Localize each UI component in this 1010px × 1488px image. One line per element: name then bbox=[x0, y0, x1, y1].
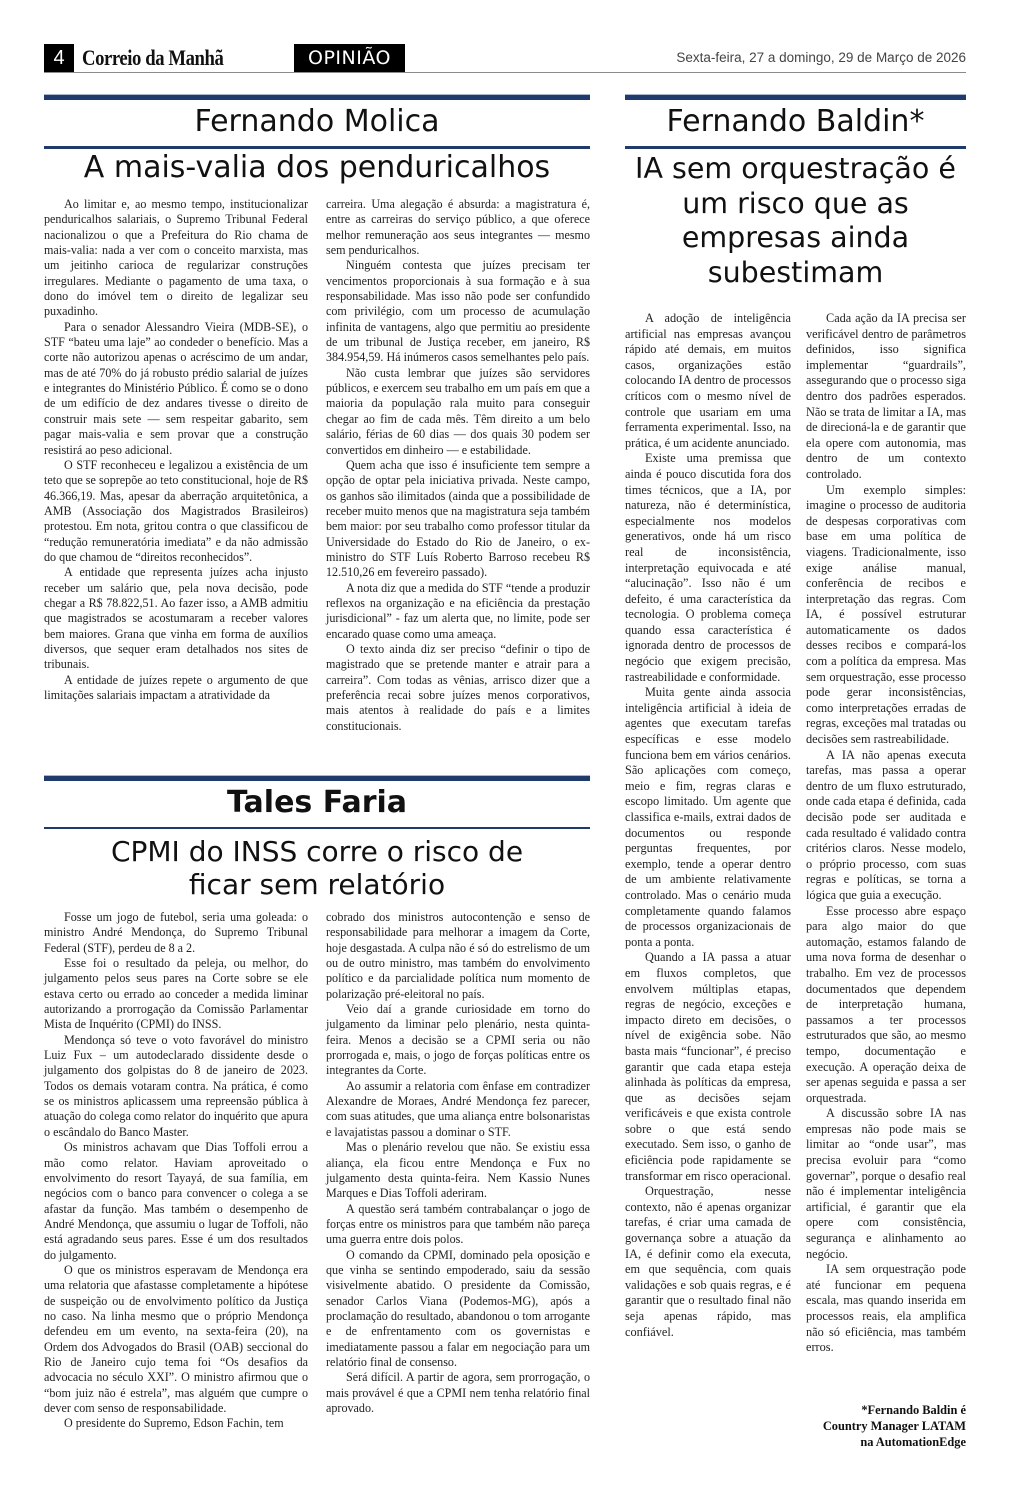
paragraph: O texto ainda diz ser preciso “definir o tipo de magistrado que se pretende manter e atrair para a carreira”. Com todas as vênias, arrisco dizer que a preferência recai sobre juízes menos corporativos, mais atentos à realidade do país e a limites constitucionais. bbox=[326, 641, 590, 733]
paragraph: Existe uma premissa que ainda é pouco discutida fora dos times técnicos, que a IA, por natureza, não é determinística, especialmente nos modelos generativos, onde há um risco real de inconsistência, interpretação equivocada e até “alucinação”. Isso não é um defeito, é uma característica da tecnologia. O problema começa quando essa característica é ignorada dentro de processos de negócio que exigem precisão, rastreabilidade e conformidade. bbox=[625, 451, 791, 684]
paragraph: A adoção de inteligência artificial nas empresas avançou rápido até demais, em muitos casos, organizações estão colocando IA dentro de processos críticos com o mesmo nível de controle que usariam em uma ferramenta experimental. Isso, na prática, é um acidente anunciado. bbox=[625, 311, 791, 450]
section-label: OPINIÃO bbox=[294, 44, 405, 72]
article-body-column bbox=[625, 311, 791, 1340]
paragraph: Esse foi o resultado da peleja, ou melhor, do julgamento pelos seus pares na Corte sobre se ele estava certo ou errado ao conceder a medida liminar autorizando a prorrogação da Comissão Parlamentar Mista de Inquérito (CPMI) do INSS. bbox=[44, 956, 308, 1032]
article-body-column bbox=[326, 910, 590, 1416]
paragraph: O STF reconheceu e legalizou a existência de um teto que se soprepõe ao teto constitucional, hoje de R$ 46.366,19. Mas, apesar da aberração arquitetônica, a AMB (Associação dos Magistrados Brasileiros) protestou. Em nota, gritou contra o que classificou de “redução remuneratória imediata” e da não admissão do que chamou de “direitos reconhecidos”. bbox=[44, 457, 308, 564]
paragraph: Ao assumir a relatoria com ênfase em contradizer Alexandre de Moraes, André Mendonça fez parecer, com suas atitudes, que uma aliança entre bolsonaristas e lavajatistas passou a dominar o STF. bbox=[326, 1078, 590, 1139]
column-header-baldin bbox=[625, 94, 966, 149]
article-body-column bbox=[326, 197, 590, 734]
paragraph: Ninguém contesta que juízes precisam ter vencimentos proporcionais à sua formação e à sua responsabilidade. Mas isso não pode ser confundido com privilégio, com um processo de acumulação infinita de vantagens, algo que permitiu ao presidente de um tribunal de Justiça receber, em janeiro, R$ 384.954,59. Há inúmeros casos semelhantes pelo país. bbox=[326, 258, 590, 365]
paragraph: Um exemplo simples: imagine o processo de auditoria de despesas corporativas com base em uma política de viagens. Tradicionalmente, isso exige análise manual, conferência de recibos e interpretação das regras. Com IA, é possível estruturar automaticamente os dados desses recibos e compará-los com a política da empresa. Mas sem orquestração, esse processo pode gerar inconsistências, como interpretações erradas de regras, exceções mal tratadas ou decisões sem rastreabilidade. bbox=[806, 482, 966, 747]
paragraph: A nota diz que a medida do STF “tende a produzir reflexos na organização e na eficiência da prestação jurisdicional” - faz um alerta que, no limite, pode ser encarado quase como uma ameaça. bbox=[326, 580, 590, 641]
credit-line: na AutomationEdge bbox=[860, 1435, 966, 1449]
paragraph: Os ministros achavam que Dias Toffoli errou a mão como relator. Haviam aproveitado o envolvimento do resort Tayayá, de sua família, em negócios com o banco para convencer o colega a se afastar da função. Mas também o desempenho de André Mendonça, que assumiu o lugar de Toffoli, não está agradando seus pares. Esse é um dos resultados do julgamento. bbox=[44, 1140, 308, 1262]
paragraph: A entidade de juízes repete o argumento de que limitações salariais impactam a atratividade da bbox=[44, 672, 308, 702]
paragraph: cobrado dos ministros autocontenção e senso de responsabilidade para melhorar a imagem da Corte, hoje desgastada. A culpa não é só do estrelismo de um ou de outro ministro, mas também do envolvimento político e da parcialidade política num momento de polarização pré-eleitoral no país. bbox=[326, 910, 590, 1001]
paragraph: Mendonça só teve o voto favorável do ministro Luiz Fux – um autodeclarado dissidente desde o julgamento dos golpistas do 8 de janeiro de 2023. Todos os demais votaram contra. Na prática, é como se os ministros aplicassem uma repreensão pública à atuação do colega como relator do inquérito que apura o escândalo do Banco Master. bbox=[44, 1032, 308, 1139]
paragraph: Ao limitar e, ao mesmo tempo, institucionalizar penduricalhos salariais, o Supremo Tribunal Federal nacionalizou o que a Prefeitura do Rio chama de mais-valia: nada a ver com o conceito marxista, mas um jeitinho carioca de regularizar construções irregulares. Mediante o pagamento de uma taxa, o dono do imóvel tem o direito de legalizar seu puxadinho. bbox=[44, 197, 308, 319]
masthead bbox=[44, 44, 966, 73]
paragraph: Muita gente ainda associa inteligência artificial à ideia de agentes que executam tarefas específicas e esse modelo funciona bem em vários cenários. São aplicações com começo, meio e fim, regras claras e escopo limitado. Um agente que classifica e-mails, extrai dados de documentos ou responde perguntas frequentes, por exemplo, tende a operar dentro de um ambiente relativamente controlado. Mas o cenário muda completamente quando falamos de processos organizacionais de ponta a ponta. bbox=[625, 685, 791, 949]
author-name: Fernando Baldin* bbox=[666, 104, 925, 139]
author-name: Fernando Molica bbox=[194, 104, 440, 139]
article-headline: A mais-valia dos penduricalhos bbox=[83, 150, 551, 185]
paragraph: Quando a IA passa a atuar em fluxos completos, que envolvem múltiplas etapas, regras de negócio, exceções e impacto direto em decisões, o nível de exigência sobe. Não basta mais “funcionar”, é preciso garantir que cada etapa esteja alinhada às políticas da empresa, que as decisões sejam verificáveis e que exista controle sobre o que está sendo executado. Sem isso, o ganho de eficiência pode rapidamente se transformar em risco operacional. bbox=[625, 950, 791, 1183]
paragraph: O comando da CPMI, dominado pela oposição e que vinha se sentindo empoderado, saiu da sessão visivelmente abatido. O presidente da Comissão, senador Carlos Viana (Podemos-MG), após a proclamação do resultado, abandonou o tom arrogante e de enfrentamento com os governistas e imediatamente passou a falar em negociação para um relatório final de consenso. bbox=[326, 1247, 590, 1369]
paragraph: carreira. Uma alegação é absurda: a magistratura é, entre as carreiras do serviço público, a que oferece melhor remuneração aos seus integrantes — mesmo sem penduricalhos. bbox=[326, 197, 590, 258]
column-header-faria bbox=[44, 775, 590, 829]
author-credit bbox=[806, 1402, 966, 1450]
paragraph: Esse processo abre espaço para algo maior do que automação, estamos falando de uma nova forma de desenhar o trabalho. Em vez de processos documentados que dependem de interpretação humana, passamos a ter processos estruturados que são, ao mesmo tempo, documentação e execução. A operação deixa de ser apenas seguida e passa a ser orquestrada. bbox=[806, 903, 966, 1105]
paragraph: O presidente do Supremo, Edson Fachin, tem bbox=[64, 1416, 284, 1431]
paragraph: A IA não apenas executa tarefas, mas passa a operar dentro de um fluxo estruturado, onde cada etapa é definida, cada decisão pode ser auditada e cada resultado é validado contra critérios claros. Nesse modelo, o próprio processo, com suas regras e políticas, se torna a lógica que guia a execução. bbox=[806, 747, 966, 902]
paragraph: A entidade que representa juízes acha injusto receber um salário que, pela nova decisão, pode chegar a R$ 78.822,51. Ao fazer isso, a AMB admitiu que magistrados se acostumaram a receber valores bem maiores. Grana que vinha em forma de auxílios diversos, que sequer eram detalhados nos sites de tribunais. bbox=[44, 565, 308, 672]
rule-divider bbox=[625, 146, 966, 149]
author-name: Tales Faria bbox=[226, 785, 408, 820]
paragraph: Quem acha que isso é insuficiente tem sempre a opção de optar pela iniciativa privada. Neste campo, os ganhos são ilimitados (ainda que a possibilidade de receber muito menos que na magistratura seja também bem maior: por seu trabalho como professor titular da Universidade do Estado do Rio de Janeiro, o ex-ministro do STF Luís Roberto Barroso recebeu R$ 12.510,26 em fevereiro passado). bbox=[326, 457, 590, 580]
article-body-column bbox=[44, 197, 308, 703]
rule-divider bbox=[44, 146, 590, 149]
paragraph: Para o senador Alessandro Vieira (MDB-SE), o STF “bateu uma laje” ao condeder o benefício. Mas a corte não autorizou apenas o acréscimo de um andar, mas de até 70% do já robusto prédio salarial de juízes e integrantes do Ministério Público. É como se o dono de um edifício de dez andares tivesse o direito de construir mais sete — sem respeitar gabarito, sem pagar mais-valia e sem provar que a construção resistirá ao peso adicional. bbox=[44, 319, 308, 457]
credit-line: Country Manager LATAM bbox=[822, 1419, 966, 1433]
publication-date: Sexta-feira, 27 a domingo, 29 de Março de 2026 bbox=[676, 50, 966, 65]
paragraph: Veio daí a grande curiosidade em torno do julgamento da liminar pelo plenário, nesta quinta-feira. Menos a decisão se a CPMI seria ou não prorrogada e, mais, o jogo de forças políticas entre os integrantes da Corte. bbox=[326, 1002, 590, 1078]
article-headline: IA sem orquestração é um risco que as empresas ainda subestimam bbox=[635, 152, 956, 289]
paragraph: A questão será também contrabalançar o jogo de forças entre os ministros para que também não pareça uma guerra entre dois polos. bbox=[326, 1201, 590, 1247]
article-body-column bbox=[44, 910, 308, 1432]
credit-line: *Fernando Baldin é bbox=[861, 1403, 966, 1417]
article-headline: CPMI do INSS corre o risco de ficar sem relatório bbox=[110, 835, 524, 901]
paragraph: Orquestração, nesse contexto, não é apenas organizar tarefas, é criar uma camada de governança sobre a atuação da IA, é definir como ela executa, em que sequência, com quais validações e sob quais regras, e é garantir que o resultado final não seja apenas rápido, mas confiável. bbox=[625, 1184, 791, 1339]
paragraph: Fosse um jogo de futebol, seria uma goleada: o ministro André Mendonça, do Supremo Tribunal Federal (STF), perdeu de 8 a 2. bbox=[44, 910, 308, 955]
paragraph: O que os ministros esperavam de Mendonça era uma relatoria que afastasse completamente a hipótese de suspeição ou de envolvimento político da Justiça no caso. Na linha mesmo que o próprio Mendonça defendeu em um evento, na sexta-feira (20), na Ordem dos Advogados do Brasil (OAB) seccional do Rio de Janeiro cujo tema foi “Os desafios da advocacia no século XXI”. O ministro afirmou que o “bom juiz não é estrela”, mas alguém que cumpre o dever com senso de responsabilidade. bbox=[44, 1262, 308, 1415]
rule-divider bbox=[44, 827, 590, 829]
paragraph: A discussão sobre IA nas empresas não pode mais se limitar ao “onde usar”, mas precisa evoluir para “como governar”, porque o desafio real não é implementar inteligência artificial, é garantir que ela opere com consistência, segurança e alinhamento ao negócio. bbox=[806, 1106, 966, 1261]
paragraph: Será difícil. A partir de agora, sem prorrogação, o mais provável é que a CPMI nem tenha relatório final aprovado. bbox=[326, 1370, 590, 1415]
paragraph: Cada ação da IA precisa ser verificável dentro de parâmetros definidos, isso significa implementar “guardrails”, assegurando que o processo siga dentro dos padrões esperados. Não se trata de limitar a IA, mas de direcioná-la e de garantir que ela opere com autonomia, mas dentro de um contexto controlado. bbox=[806, 311, 966, 481]
paragraph: IA sem orquestração pode até funcionar em pequena escala, mas quando inserida em processos reais, ela amplifica não só eficiência, mas também erros. bbox=[806, 1262, 966, 1355]
article-body-column bbox=[806, 311, 966, 1356]
page-number: 4 bbox=[44, 44, 74, 72]
column-header-molica bbox=[44, 94, 590, 149]
paper-name-logo: Correio da Manhã bbox=[82, 45, 224, 70]
paragraph: Não custa lembrar que juízes são servidores públicos, e exercem seu trabalho em um país em que a maioria da população rala muito para conseguir chegar ao fim de cada mês. Têm direito a um belo salário, férias de 60 dias — dos quais 30 podem ser convertidos em dinheiro — e estabilidade. bbox=[326, 365, 590, 457]
paragraph: Mas o plenário revelou que não. Se existiu essa aliança, ela ficou entre Mendonça e Fux no julgamento desta quinta-feira. Nem Kassio Nunes Marques e Dias Toffoli aderiram. bbox=[326, 1140, 590, 1201]
